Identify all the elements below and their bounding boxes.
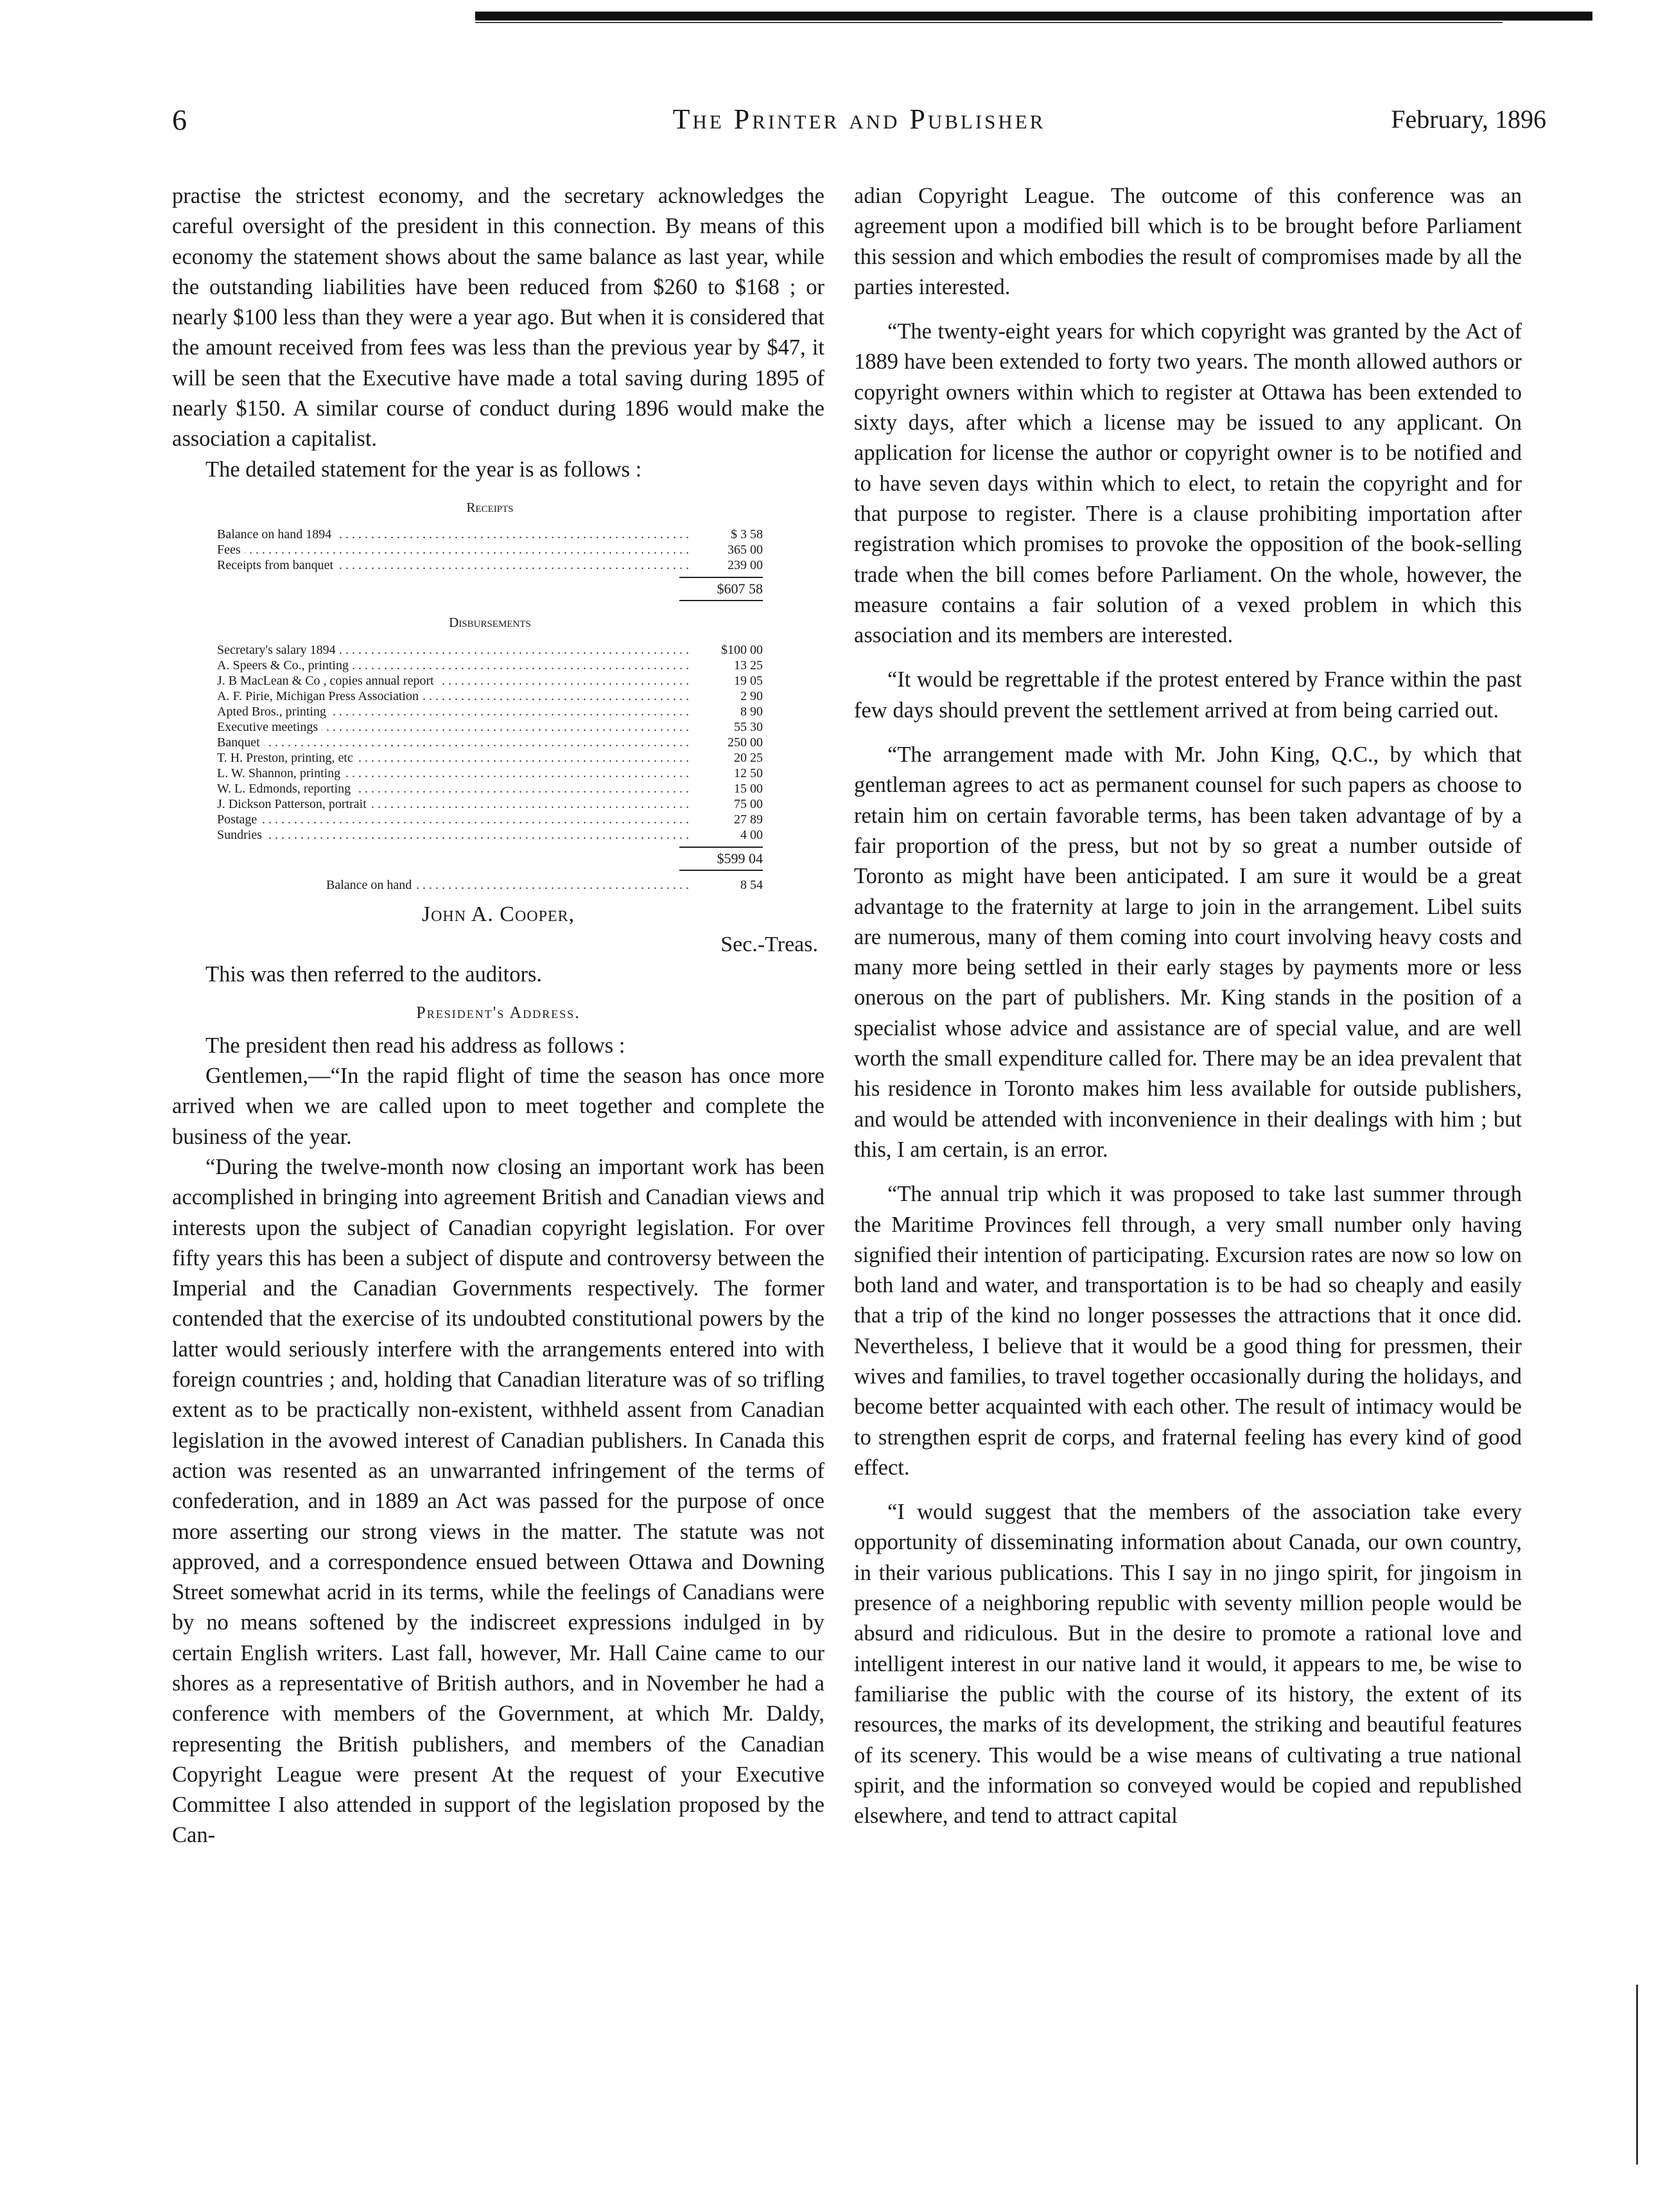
receipts-total: $607 58 — [217, 577, 763, 601]
top-border-rule — [475, 12, 1592, 21]
statement-item-amount: 2 90 — [692, 689, 763, 704]
publication-title: The Printer and Publisher — [672, 103, 1046, 135]
statement-item-amount: 12 50 — [692, 766, 763, 781]
left-column — [172, 181, 824, 1851]
statement-row — [217, 781, 763, 796]
top-border-thin-rule — [475, 22, 1503, 23]
statement-item-amount: 20 25 — [692, 750, 763, 766]
statement-row — [217, 796, 763, 812]
signature-title: Sec.-Treas. — [720, 932, 818, 956]
statement-row — [217, 673, 763, 689]
paragraph: “It would be regrettable if the protest entered by France within the past few days should prevent the settlement arrived at from being carried out. — [854, 667, 1522, 723]
statement-row — [217, 557, 763, 573]
balance-label: Balance on hand — [326, 878, 415, 892]
disbursements-list — [217, 642, 763, 843]
paragraph: This was then referred to the auditors. — [205, 962, 543, 987]
statement-item-label: T. H. Preston, printing, etc — [217, 751, 357, 765]
statement-item-label: A. F. Pirie, Michigan Press Association — [217, 689, 423, 703]
financial-statement — [217, 493, 763, 893]
statement-item-label: Sundries — [217, 828, 266, 842]
paragraph: The president then read his address as follows : — [205, 1033, 625, 1058]
statement-row — [217, 750, 763, 766]
statement-item-amount: 239 00 — [692, 557, 763, 573]
statement-item-label: W. L. Edmonds, reporting — [217, 782, 354, 796]
receipts-list — [217, 527, 763, 573]
balance-row — [326, 877, 763, 893]
scan-edge-line — [1636, 1985, 1638, 2164]
statement-item-label: J. B MacLean & Co , copies annual report — [217, 674, 438, 688]
statement-item-label: L. W. Shannon, printing — [217, 766, 344, 780]
statement-item-amount: 365 00 — [692, 542, 763, 557]
statement-item-label: Apted Bros., printing — [217, 705, 330, 719]
statement-item-label: Postage — [217, 812, 261, 827]
statement-item-amount: 15 00 — [692, 781, 763, 796]
statement-item-amount: $100 00 — [692, 642, 763, 658]
statement-row — [217, 812, 763, 827]
right-column — [854, 181, 1522, 1831]
statement-item-amount: $ 3 58 — [692, 527, 763, 542]
statement-item-amount: 55 30 — [692, 719, 763, 735]
statement-item-amount: 19 05 — [692, 673, 763, 689]
statement-item-amount: 13 25 — [692, 658, 763, 673]
statement-row — [217, 527, 763, 542]
statement-item-amount: 4 00 — [692, 827, 763, 843]
paragraph: “I would suggest that the members of the association take every opportunity of disseminating information about Canada, our own country, in their various publications. This I say in no jingo spirit, for jingoism in presence of a neighboring republic with seventy million people would be absurd and ridiculous. But in the desire to promote a rational love and intelligent interest in our native land it would, it appears to me, be wise to familiarise the public with the course of its history, the extent of its resources, the marks of its development, the striking and beautiful features of its scenery. This would be a wise means of cultivating a true national spirit, and the information so conveyed would be copied and republished elsewhere, and tend to attract capital — [854, 1500, 1522, 1829]
statement-item-label: Banquet — [217, 735, 264, 750]
statement-row — [217, 689, 763, 704]
page-number: 6 — [172, 103, 187, 136]
paragraph: “The annual trip which it was proposed to take last summer through the Maritime Provinces fell through, a very small number only having signified their intention of participating. Excursion rates are now so low on both land and water, and transportation is to be had so cheaply and easily that a trip of the kind no longer possesses the attractions that it once did. Nevertheless, I believe that it would be a good thing for pressmen, their wives and families, to travel together occasionally during the holidays, and become better acquainted with each other. The result of intimacy would be to strengthen esprit de corps, and fraternal feeling has every kind of good effect. — [854, 1182, 1522, 1480]
statement-item-label: Receipts from banquet — [217, 558, 337, 572]
paragraph: The detailed statement for the year is as follows : — [205, 457, 642, 482]
disbursements-total: $599 04 — [217, 847, 763, 871]
statement-row — [217, 827, 763, 843]
statement-row — [217, 735, 763, 750]
statement-row — [217, 658, 763, 673]
statement-item-amount: 27 89 — [692, 812, 763, 827]
statement-item-label: J. Dickson Patterson, portrait — [217, 797, 370, 811]
statement-item-amount: 8 90 — [692, 704, 763, 719]
statement-item-label: Fees — [217, 543, 245, 557]
statement-item-label: Secretary's salary 1894 — [217, 643, 340, 657]
paragraph: “During the twelve-month now closing an important work has been accomplished in bringing into agreement British and Canadian views and interests upon the subject of Canadian copyright legislation. For over fifty years this has been a subject of dispute and controversy between the Imperial and the Canadian Governments respectively. The former contended that the exercise of its undoubted constitutional powers by the latter would seriously interfere with the arrangements entered into with foreign countries ; and, holding that Canadian literature was of so trifling extent as to be practically non-existent, withheld assent from Canadian legislation in the avowed interest of Canadian publishers. In Canada this action was resented as an unwarranted infringement of the terms of confederation, and in 1889 an Act was passed for the purpose of once more asserting our strong views in the matter. The statute was not approved, and a correspondence ensued between Ottawa and Downing Street somewhat acrid in its terms, while the feelings of Canadians were by no means softened by the indiscreet expressions indulged in by certain English writers. Last fall, however, Mr. Hall Caine came to our shores as a representative of British authors, and in November he had a conference with members of the Government, at which Mr. Daldy, representing the British publishers, and members of the Canadian Copyright League were present At the request of your Executive Committee I also attended in support of the legislation proposed by the Can- — [172, 1154, 824, 1848]
paragraph: practise the strictest economy, and the secretary acknowledges the careful oversight of the president in this connection. By means of this economy the statement shows about the same balance as last year, while the outstanding liabilities have been reduced from $260 to $168 ; or nearly $100 less than they were a year ago. But when it is considered that the amount received from fees was less than the previous year by $47, it will be seen that the Executive have made a total saving during 1895 of nearly $150. A similar course of conduct during 1896 would make the association a capitalist. — [172, 184, 824, 452]
balance-amount: 8 54 — [692, 877, 763, 893]
statement-item-amount: 75 00 — [692, 796, 763, 812]
disbursements-heading: Disbursements — [449, 615, 531, 631]
paragraph: Gentlemen,—“In the rapid flight of time the season has once more arrived when we are called upon to meet together and complete the business of the year. — [172, 1064, 824, 1149]
receipts-heading: Receipts — [466, 499, 514, 515]
signature-name: John A. Cooper, — [421, 902, 575, 926]
paragraph: adian Copyright League. The outcome of this conference was an agreement upon a modified bill which is to be brought before Parliament this session and which embodies the result of compromises made by all the parties interested. — [854, 184, 1522, 299]
statement-row — [217, 542, 763, 557]
statement-row — [217, 766, 763, 781]
statement-item-label: A. Speers & Co., printing — [217, 658, 353, 672]
statement-item-label: Balance on hand 1894 — [217, 527, 335, 541]
statement-item-label: Executive meetings — [217, 720, 322, 734]
statement-item-amount: 250 00 — [692, 735, 763, 750]
statement-row — [217, 704, 763, 719]
issue-date: February, 1896 — [1391, 105, 1546, 134]
section-heading: President's Address. — [416, 1003, 580, 1023]
statement-row — [217, 719, 763, 735]
page-header — [172, 103, 1546, 148]
statement-row — [217, 642, 763, 658]
paragraph: “The arrangement made with Mr. John King, Q.C., by which that gentleman agrees to act as permanent counsel for such papers as choose to retain him on certain favorable terms, has been taken advantage of by a fair proportion of the press, but not by so great a number outside of Toronto as might have been anticipated. I am sure it would be a great advantage to the fraternity at large to join in the arrangement. Libel suits are numerous, many of them coming into court involving heavy costs and many more being settled in their early stages by payments more or less onerous on the part of publishers. Mr. King stands in the position of a specialist whose advice and assistance are of special value, and are well worth the small expenditure called for. There may be an idea prevalent that his residence in Toronto makes him less available for outside publishers, and would be attended with inconvenience in their dealings with him ; but this, I am certain, is an error. — [854, 742, 1522, 1162]
paragraph: “The twenty-eight years for which copyright was granted by the Act of 1889 have been extended to forty two years. The month allowed authors or copyright owners within which to register at Ottawa has been extended to sixty days, after which a license may be issued to any applicant. On application for license the author or copyright owner is to be notified and to have seven days within which to elect, to retain the copyright and for that purpose to register. There is a clause prohibiting importation after registration which promises to provoke the opposition of the book-selling trade when the bill comes before Parliament. On the whole, however, the measure contains a fair solution of a vexed problem in which this association and its members are interested. — [854, 319, 1522, 648]
